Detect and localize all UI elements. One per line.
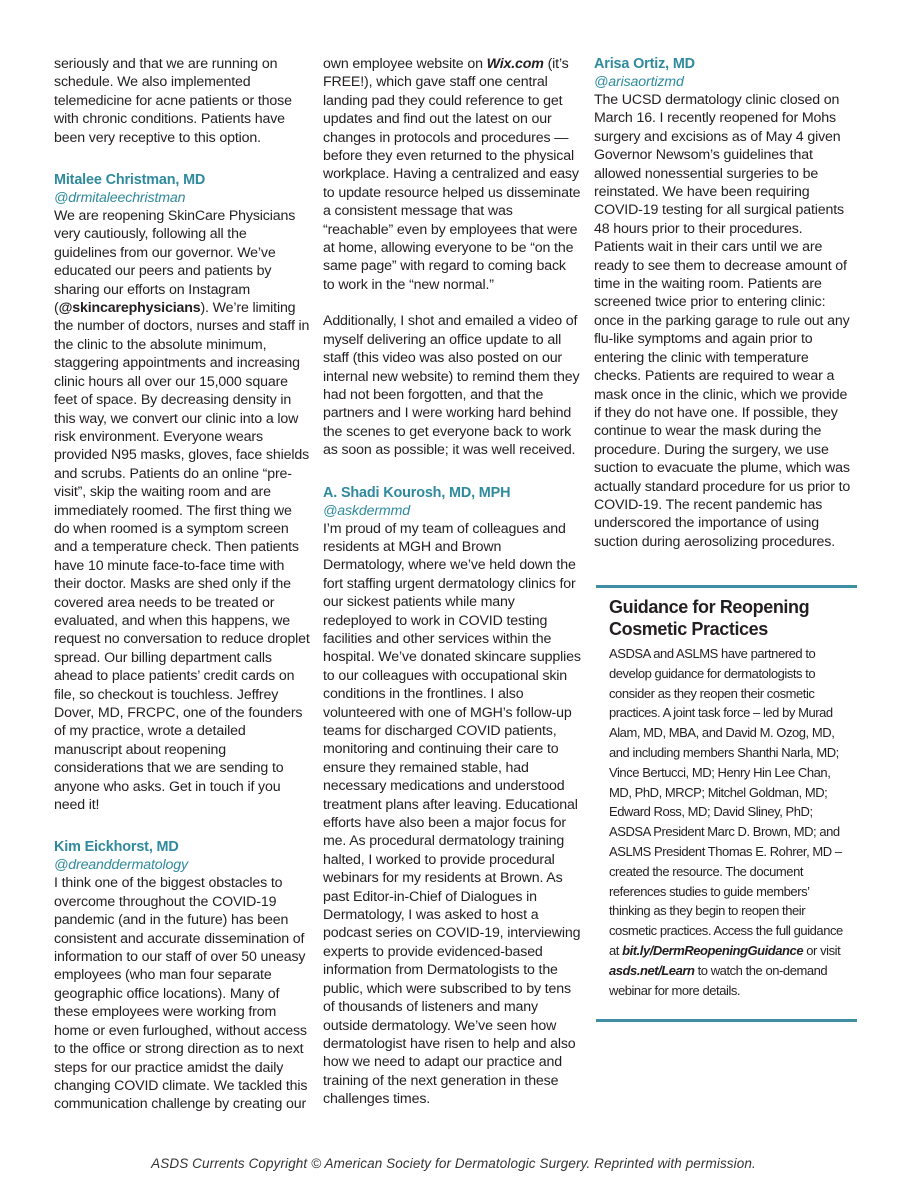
instagram-handle: @skincarephysicians	[58, 300, 201, 317]
author-name: Kim Eickhorst, MD	[54, 839, 179, 856]
author-handle: @askdermmd	[323, 502, 411, 519]
wix-link: Wix.com	[486, 56, 544, 72]
author-handle: @drmitaleechristman	[54, 190, 186, 207]
author-name: A. Shadi Kourosh, MD, MPH	[323, 484, 511, 501]
continued-paragraph	[323, 55, 581, 294]
entry-text-a: We are reopening SkinCare Physicians very cautiously, following all the guidelines from our governor. We’ve educated our peers and patients by sharing our efforts on Instagram (	[54, 208, 296, 317]
learn-link[interactable]: asds.net/Learn	[609, 962, 695, 978]
entry-text: I’m proud of my team of colleagues and residents at MGH and Brown Dermatology, where we’ve held down the fort staffing urgent dermatology clinics for our sickest patients while many redeployed to work in COVID testing facilities and other services within the hospital. We’ve donated skincare supplies to our colleagues with occupational skin conditions in the frontlines. I also volunteered with one of MGH’s follow-up teams for discharged COVID patients, monitoring and continuing their care to ensure they remained stable, had necessary medications and understood treatment plans after leaving. Educational efforts have also been a major focus for me. As procedural dermatology training halted, I worked to provide procedural webinars for my residents at Brown. As past Editor-in-Chief of Dialogues in Dermatology, I was asked to host a podcast series on COVID-19, interviewing experts to provide evidenced-based information from Dermatologists to the public, which were subscribed to by tens of thousands of listeners and many outside dermatology. We’ve seen how dermatologist have risen to help and also how we need to adapt our practice and training of the next generation in these challenges times.	[323, 520, 581, 1108]
entry-text: The UCSD dermatology clinic closed on March 16. I recently reopened for Mohs surgery and excisions as of May 4 given Governor Newsom’s guidelines that allowed nonessential surgeries to be reinstated. We have been requiring COVID-19 testing for all surgical patients 48 hours prior to their procedures. Patients wait in their cars until we are ready to see them to decrease amount of time in the waiting room. Patients are screened twice prior to entering clinic: once in the parking garage to rule out any flu-like symptoms and again prior to entering the clinic with temperature checks. Patients are required to wear a mask once in the clinic, which we provide if they do not have one. If possible, they continue to wear the mask during the procedure. During the surgery, we use suction to evacuate the plume, which was actually standard procedure for us prior to COVID-19. The recent pandemic has underscored the importance of using suction during aerosolizing procedures.	[594, 92, 851, 550]
entry-text-b: ). We’re limiting the number of doctors, nurses and staff in the clinic to the absolute minimum, staggering appointments and increasing clinic hours all over our 15,000 square feet of space. By decreasing density in this way, we convert our clinic into a low risk environment. Everyone wears provided N95 masks, gloves, face shields and scrubs. Patients do an online “pre-visit”, skip the waiting room and are immediately roomed. The first thing we do when roomed is a symptom screen and a temperature check. Then patients have 10 minute face-to-face time with their doctor. Masks are shed only if the covered area needs to be treated or evaluated, and when this happens, we request no conversation to reduce droplet spread. Our billing department calls ahead to place patients’ credit cards on file, so checkout is touchless. Jeffrey Dover, MD, FRCPC, one of the founders of my practice, wrote a detailed manuscript about reopening considerations that we are sending to anyone who asks. Get in touch if you need it!	[54, 300, 310, 814]
author-handle: @dreanddermatology	[54, 857, 188, 874]
entry-ortiz	[594, 55, 852, 551]
author-name: Arisa Ortiz, MD	[594, 56, 695, 72]
entry-text	[54, 207, 310, 814]
sidebar-text-b: or visit	[803, 942, 841, 958]
copyright-footer: ASDS Currents Copyright © American Society for Dermatologic Surgery. Reprinted with permission.	[151, 1156, 756, 1171]
column-left	[54, 55, 310, 1114]
entry-eickhorst	[54, 838, 310, 1113]
continued-text-b: (it’s FREE!), which gave staff one central landing pad they could reference to get updates and find out the latest on our changes in protocols and procedures — before they even returned to the physical workplace. Having a centralized and easy to update resource helped us disseminate a consistent message that was “reachable” even by employees that were at home, allowing everyone to be “on the same page” with regard to coming back to work in the “new normal.”	[323, 56, 581, 293]
sidebar-body	[609, 644, 845, 1000]
column-right	[594, 55, 852, 551]
author-handle: @arisaortizmd	[594, 74, 684, 90]
continued-paragraph-2: Additionally, I shot and emailed a video of myself delivering an office update to all staff (this video was also posted on our internal new website) to remind them they had not been forgotten, and that the partners and I were working hard behind the scenes to get everyone back to work as soon as possible; it was well received.	[323, 313, 580, 459]
sidebar-title: Guidance for Reopening Cosmetic Practices	[609, 597, 810, 639]
entry-kourosh	[323, 484, 581, 1109]
sidebar-text-a: ASDSA and ASLMS have partnered to develop guidance for dermatologists to consider as they reopen their cosmetic practices. A joint task force – led by Murad Alam, MD, MBA, and David M. Ozog, MD, and including members Shanthi Narla, MD; Vince Bertucci, MD; Henry Hin Lee Chan, MD, PhD, MRCP; Mitchel Goldman, MD; Edward Ross, MD; David Sliney, PhD; ASDSA President Marc D. Brown, MD; and ASLMS President Thomas E. Rohrer, MD – created the resource. The document references studies to guide members’ thinking as they begin to reopen their cosmetic practices. Access the full guidance at	[609, 646, 843, 958]
entry-text: I think one of the biggest obstacles to overcome throughout the COVID-19 pandemic (and in the future) has been consistent and accurate dissemination of information to our staff of over 50 uneasy employees (who man four separate geographic office locations). Many of these employees were working from home or even furloughed, without access to the office or strong direction as to next steps for our practice amidst the daily changing COVID climate. We tackled this communication challenge by creating our	[54, 875, 308, 1113]
guidance-sidebar	[596, 585, 857, 1022]
guidance-link[interactable]: bit.ly/DermReopeningGuidance	[622, 942, 804, 958]
column-middle	[323, 55, 581, 1109]
entry-christman	[54, 171, 310, 814]
continued-text-a: own employee website on	[323, 56, 487, 72]
intro-paragraph: seriously and that we are running on schedule. We also implemented telemedicine for acne patients or those with chronic conditions. Patients have been very receptive to this option.	[54, 56, 292, 146]
author-name: Mitalee Christman, MD	[54, 172, 206, 189]
sidebar-text-c: to watch the on-demand webinar for more details.	[609, 962, 828, 998]
